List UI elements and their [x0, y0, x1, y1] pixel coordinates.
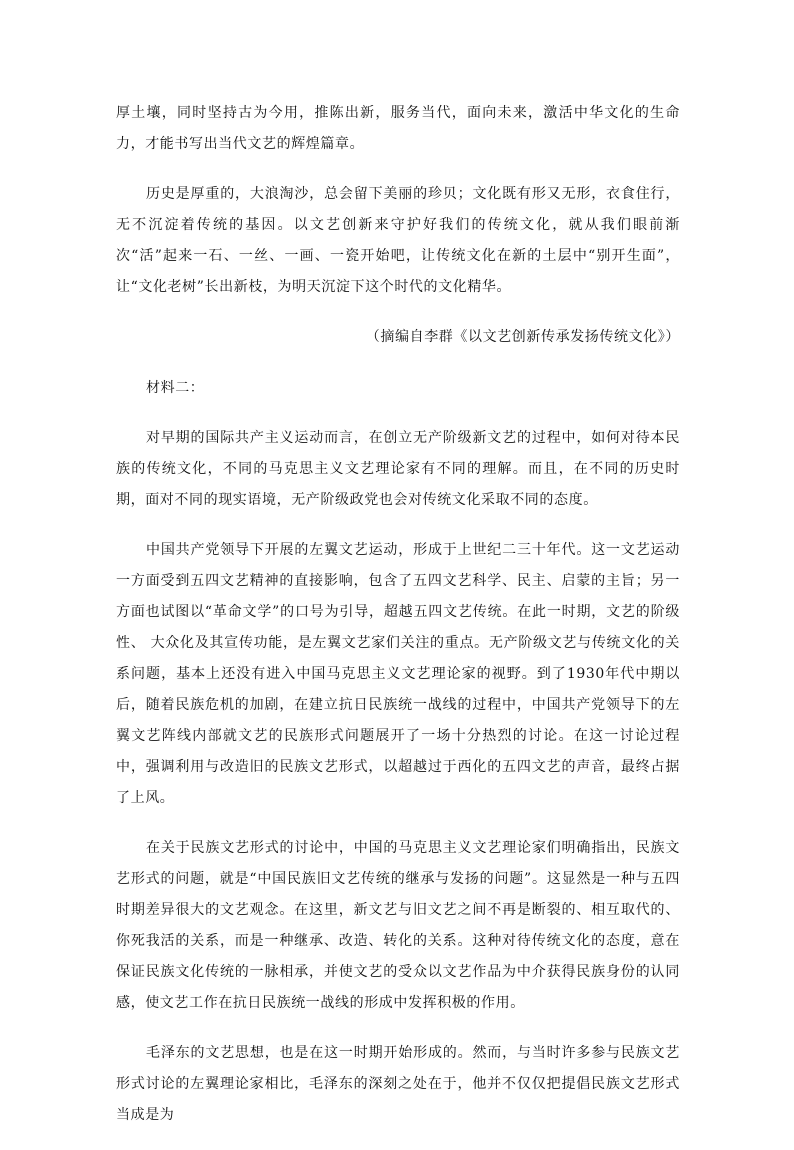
paragraph-history: 历史是厚重的，大浪淘沙，总会留下美丽的珍贝；文化既有形又无形，衣食住行，无不沉淀着传统的基因。以文艺创新来守护好我们的传统文化，就从我们眼前渐次“活”起来一石、一丝、一画、一瓷开始吧，让传统文化在新的土层中“别开生面”，让“文化老树”长出新枝，为明天沉淀下这个时代的文化精华。: [116, 186, 680, 295]
material-two-label: 材料二：: [146, 380, 205, 396]
paragraph-continuation: 厚土壤，同时坚持古为今用，推陈出新，服务当代，面向未来，激活中华文化的生命力，才能书写出当代文艺的辉煌篇章。: [116, 105, 680, 152]
document-body: [116, 98, 680, 1150]
source-citation: （摘编自李群《以文艺创新传承发扬传统文化》）: [365, 329, 680, 345]
paragraph-national-form: 在关于民族文艺形式的讨论中，中国的马克思主义文艺理论家们明确指出，民族文艺形式的问题，就是“中国民族旧文艺传统的继承与发扬的问题”。这显然是一种与五四时期差异很大的文艺观念。在这里，新文艺与旧文艺之间不再是断裂的、相互取代的、你死我活的关系，而是一种继承、改造、转化的关系。这种对待传统文化的态度，意在保证民族文化传统的一脉相承，并使文艺的受众以文艺作品为中介获得民族身份的认同感，使文艺工作在抗日民族统一战线的形成中发挥积极的作用。: [116, 840, 680, 1011]
paragraph-mao-thought: 毛泽东的文艺思想，也是在这一时期开始形成的。然而，与当时许多参与民族文艺形式讨论的左翼理论家相比，毛泽东的深刻之处在于，他并不仅仅把提倡民族文艺形式当成是为: [116, 1045, 680, 1123]
paragraph-left-wing-movement: 中国共产党领导下开展的左翼文艺运动，形成于上世纪二三十年代。这一文艺运动一方面受到五四文艺精神的直接影响，包含了五四文艺科学、民主、启蒙的主旨；另一方面也试图以“革命文学”的口号为引导，超越五四文艺传统。在此一时期，文艺的阶级性、 大众化及其宣传功能，是左翼文艺家们关注的重点。无产阶级文艺与传统文化的关系问题，基本上还没有进入中国马克思主义文艺理论家的视野。到了1930年代中期以后，随着民族危机的加剧，在建立抗日民族统一战线的过程中，中国共产党领导下的左翼文艺阵线内部就文艺的民族形式问题展开了一场十分热烈的讨论。在这一讨论过程中，强调利用与改造旧的民族文艺形式，以超越过于西化的五四文艺的声音，最终占据了上风。: [116, 542, 680, 806]
paragraph-international-movement: 对早期的国际共产主义运动而言，在创立无产阶级新文艺的过程中，如何对待本民族的传统文化，不同的马克思主义文艺理论家有不同的理解。而且，在不同的历史时期，面对不同的现实语境，无产阶级政党也会对传统文化采取不同的态度。: [116, 430, 680, 508]
